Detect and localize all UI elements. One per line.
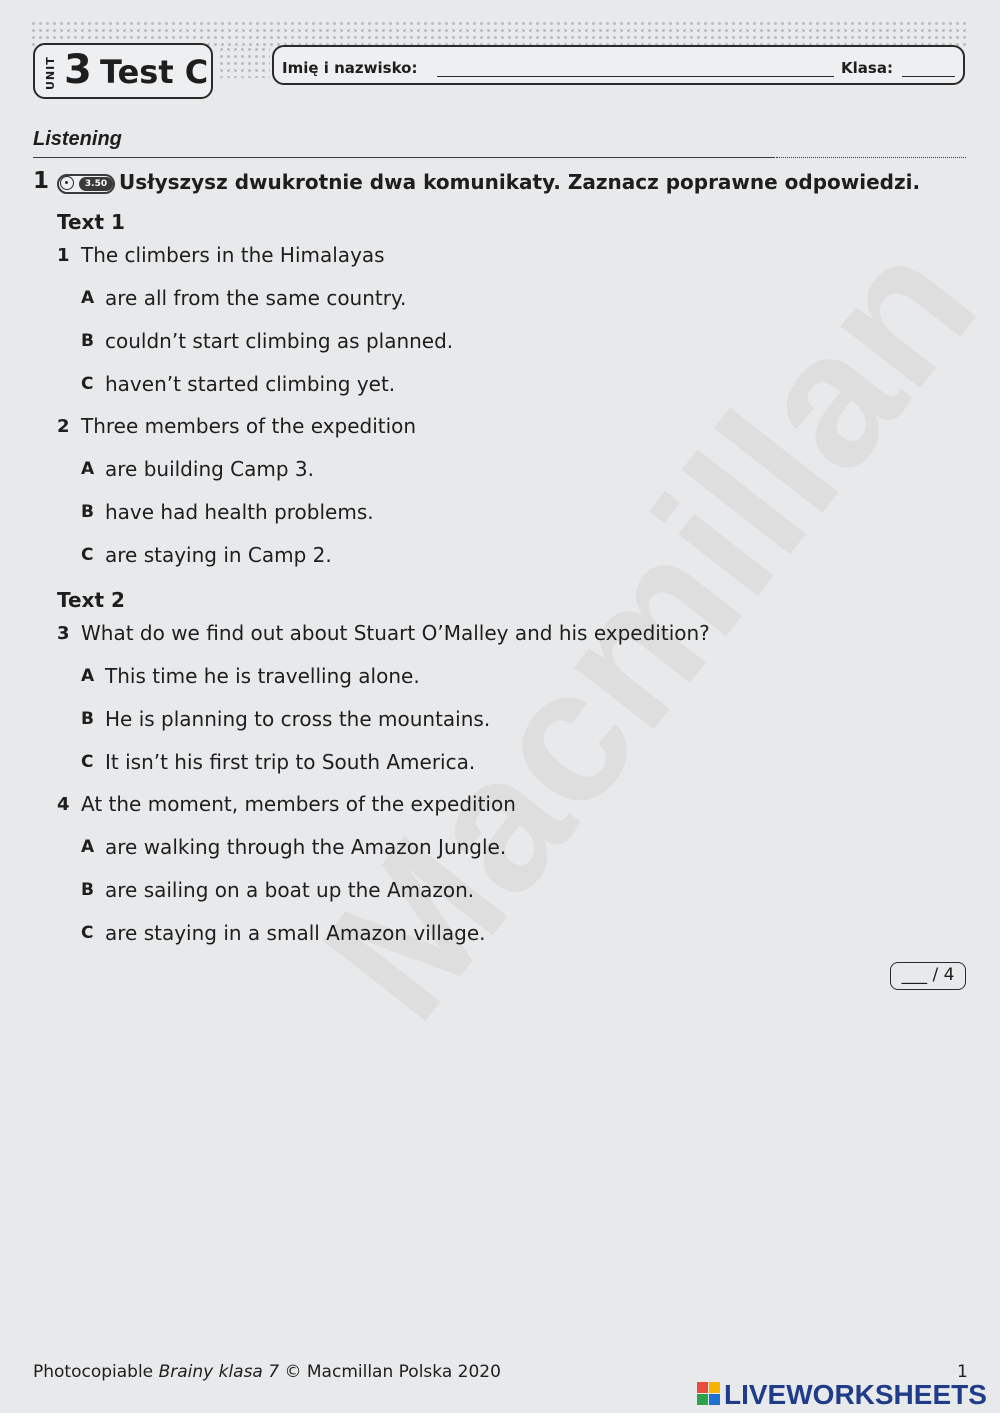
- class-label: Klasa:: [841, 59, 893, 77]
- option-letter[interactable]: A: [81, 288, 95, 308]
- name-class-box: [272, 45, 965, 85]
- section-title: Listening: [33, 128, 122, 150]
- option-text[interactable]: It isn’t his first trip to South America.: [105, 750, 476, 774]
- question-number: 3: [57, 623, 70, 644]
- question-number: 1: [57, 245, 70, 266]
- option-text[interactable]: haven’t started climbing yet.: [105, 372, 396, 396]
- unit-label: UNIT: [44, 56, 57, 90]
- option-letter[interactable]: C: [81, 752, 94, 772]
- option-text[interactable]: are all from the same country.: [105, 286, 407, 310]
- cd-icon: [60, 176, 74, 190]
- question-stem: The climbers in the Himalayas: [81, 243, 385, 267]
- unit-number: 3: [64, 47, 92, 93]
- section-divider-dotted: [776, 157, 966, 158]
- option-text[interactable]: are staying in Camp 2.: [105, 543, 332, 567]
- name-label: Imię i nazwisko:: [282, 59, 418, 77]
- page-number: 1: [957, 1362, 968, 1382]
- option-text[interactable]: are building Camp 3.: [105, 457, 315, 481]
- option-text[interactable]: are walking through the Amazon Jungle.: [105, 835, 507, 859]
- option-letter[interactable]: C: [81, 923, 94, 943]
- footer-credit: [33, 1362, 501, 1382]
- track-number: 3.50: [79, 177, 113, 191]
- liveworksheets-grid-icon: [697, 1382, 721, 1406]
- footer-copyright: © Macmillan Polska 2020: [279, 1362, 501, 1382]
- option-letter[interactable]: A: [81, 459, 95, 479]
- liveworksheets-wordmark: LIVEWORKSHEETS: [724, 1379, 987, 1410]
- score-box: ___ / 4: [890, 962, 966, 990]
- question-number: 4: [57, 794, 70, 815]
- audio-track-badge[interactable]: [57, 174, 115, 194]
- option-text[interactable]: This time he is travelling alone.: [105, 664, 420, 688]
- option-text[interactable]: are sailing on a boat up the Amazon.: [105, 878, 475, 902]
- option-letter[interactable]: B: [81, 502, 94, 522]
- exercise-number: 1: [33, 168, 50, 194]
- unit-box: [33, 43, 213, 99]
- option-text[interactable]: He is planning to cross the mountains.: [105, 707, 491, 731]
- option-text[interactable]: are staying in a small Amazon village.: [105, 921, 486, 945]
- option-text[interactable]: have had health problems.: [105, 500, 374, 524]
- text-heading: Text 2: [57, 588, 125, 612]
- question-stem: Three members of the expedition: [81, 414, 417, 438]
- option-letter[interactable]: C: [81, 545, 94, 565]
- option-letter[interactable]: C: [81, 374, 94, 394]
- text-heading: Text 1: [57, 210, 125, 234]
- option-letter[interactable]: B: [81, 331, 94, 351]
- exercise-instruction: Usłyszysz dwukrotnie dwa komunikaty. Zaznacz poprawne odpowiedzi.: [119, 170, 921, 194]
- footer-book-title: Brainy klasa 7: [158, 1362, 280, 1382]
- option-letter[interactable]: B: [81, 880, 94, 900]
- class-field[interactable]: [902, 76, 955, 77]
- footer-prefix: Photocopiable: [33, 1362, 159, 1382]
- test-title: Test C: [100, 53, 209, 91]
- option-letter[interactable]: A: [81, 666, 95, 686]
- name-field[interactable]: [437, 76, 834, 77]
- option-letter[interactable]: B: [81, 709, 94, 729]
- section-divider: [33, 157, 775, 158]
- option-letter[interactable]: A: [81, 837, 95, 857]
- question-stem: At the moment, members of the expedition: [81, 792, 516, 816]
- question-stem: What do we find out about Stuart O’Malley and his expedition?: [81, 621, 710, 645]
- question-number: 2: [57, 416, 70, 437]
- header-dot-band-small: [218, 46, 270, 78]
- option-text[interactable]: couldn’t start climbing as planned.: [105, 329, 454, 353]
